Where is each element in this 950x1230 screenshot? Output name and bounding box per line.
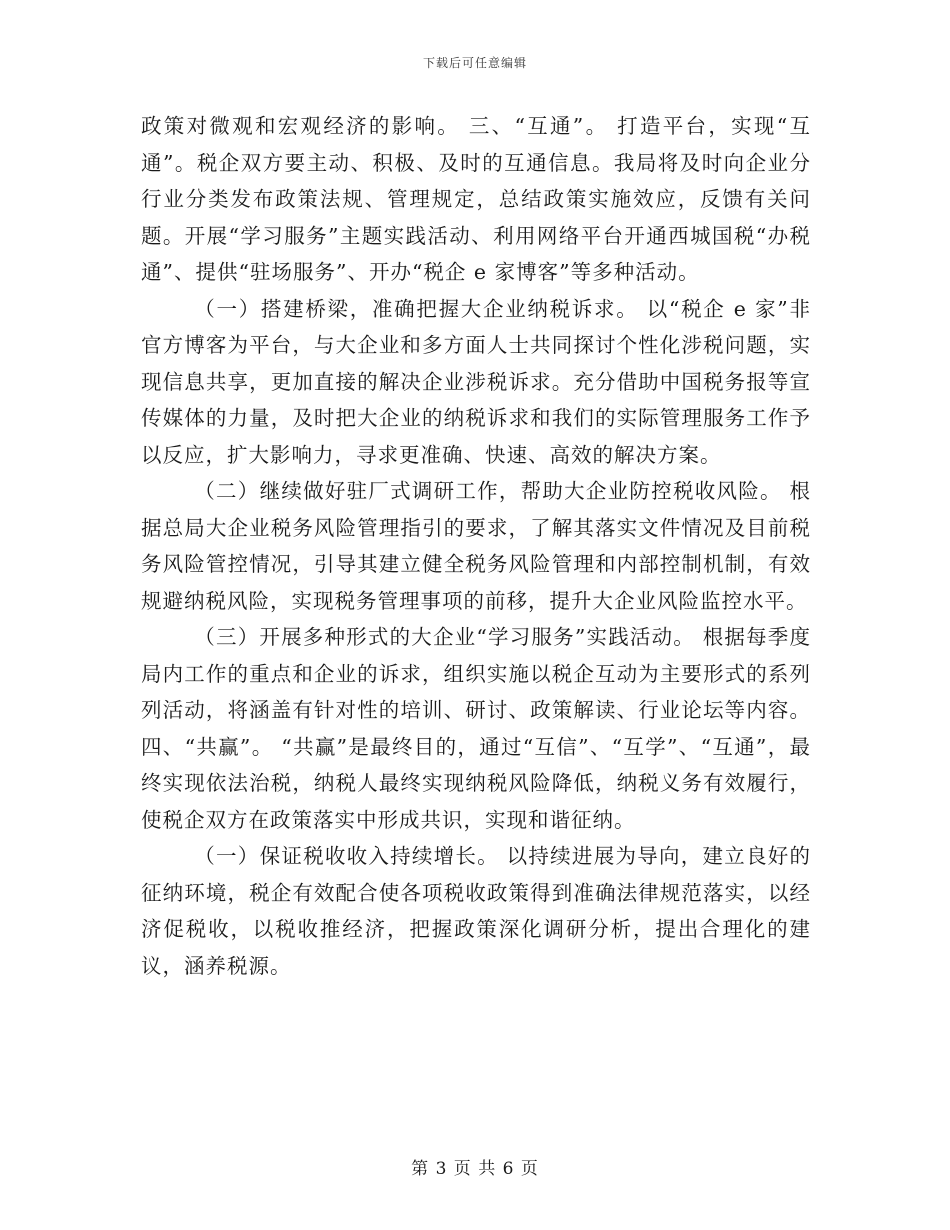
paragraph-3: （二）继续做好驻厂式调研工作，帮助大企业防控税收风险。 根据总局大企业税务风险管理指引的要求，了解其落实文件情况及目前税务风险管控情况，引导其建立健全税务风险管理和内部控制机制，有效规避纳税风险，实现税务管理事项的前移，提升大企业风险监控水平。 xyxy=(141,479,811,613)
paragraph-5: （一）保证税收收入持续增长。 以持续进展为导向，建立良好的征纳环境，税企有效配合使各项税收政策得到准确法律规范落实，以经济促税收，以税收推经济，把握政策深化调研分析，提出合理化的建议，涵养税源。 xyxy=(141,844,811,978)
page-header: 下载后可任意编辑 xyxy=(422,56,527,70)
paragraph-1: 政策对微观和宏观经济的影响。 三、“互通”。 打造平台，实现“互通”。税企双方要主动、积极、及时的互通信息。我局将及时向企业分行业分类发布政策法规、管理规定，总结政策实施效应，反馈有关问题。开展“学习服务”主题实践活动、利用网络平台开通西城国税“办税通”、提供“驻场服务”、开办“税企 e 家博客”等多种活动。 xyxy=(141,114,811,284)
document-body xyxy=(141,108,811,984)
paragraph-2: （一）搭建桥梁，准确把握大企业纳税诉求。 以“税企 e 家”非官方博客为平台，与大企业和多方面人士共同探讨个性化涉税问题，实现信息共享，更加直接的解决企业涉税诉求。充分借助中国税务报等宣传媒体的力量，及时把大企业的纳税诉求和我们的实际管理服务工作予以反应，扩大影响力，寻求更准确、快速、高效的解决方案。 xyxy=(141,296,811,467)
paragraph-4: （三）开展多种形式的大企业“学习服务”实践活动。 根据每季度局内工作的重点和企业的诉求，组织实施以税企互动为主要形式的系列列活动，将涵盖有针对性的培训、研讨、政策解读、行业论坛等内容。 四、“共赢”。 “共赢”是最终目的，通过“互信”、“互学”、“互通”，最终实现依法治税，纳税人最终实现纳税风险降低，纳税义务有效履行，使税企双方在政策落实中形成共识，实现和谐征纳。 xyxy=(141,625,811,832)
page-number: 第 3 页 共 6 页 xyxy=(411,1159,539,1179)
